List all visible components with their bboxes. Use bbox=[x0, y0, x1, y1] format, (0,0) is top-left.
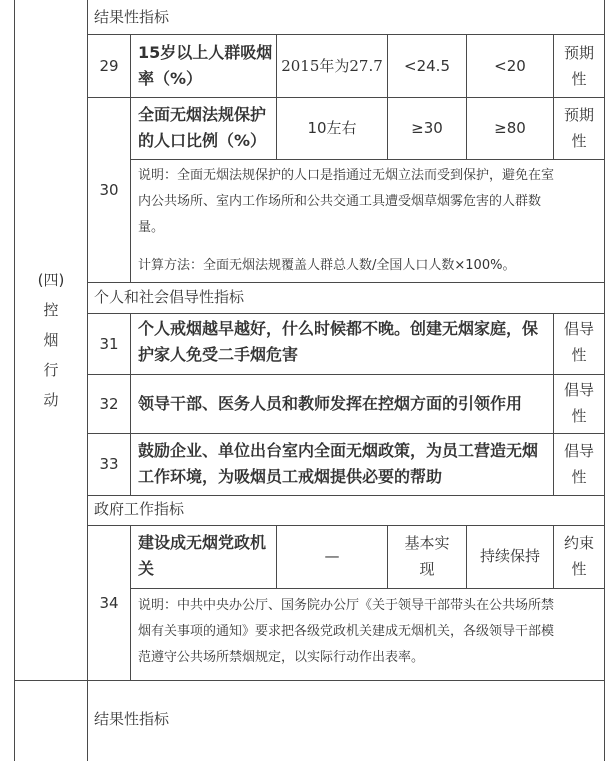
rule bbox=[87, 313, 605, 314]
target-2022-line: 现 bbox=[419, 560, 435, 578]
group-header-result-bottom: 结果性指标 bbox=[94, 710, 170, 728]
rule bbox=[87, 525, 605, 526]
indicator-type bbox=[554, 377, 604, 429]
rule bbox=[130, 525, 131, 680]
group-header-result: 结果性指标 bbox=[94, 8, 170, 26]
baseline-value: — bbox=[324, 547, 340, 565]
rule bbox=[87, 97, 605, 98]
advocacy-text bbox=[138, 438, 552, 490]
indicator-type bbox=[554, 102, 604, 154]
indicator-name-line: 关 bbox=[138, 559, 155, 578]
indicator-type bbox=[554, 316, 604, 368]
advocacy-text-line: 工作环境，为吸烟员工戒烟提供必要的帮助 bbox=[138, 467, 443, 486]
rule bbox=[14, 680, 605, 681]
note-line: 范遵守公共场所禁烟规定，以实际行动作出表率。 bbox=[138, 650, 425, 665]
note-line: 内公共场所、室内工作场所和公共交通工具遭受烟草烟雾危害的人群数 bbox=[138, 194, 542, 209]
calculation-method: 计算方法：全面无烟法规覆盖人群总人数/全国人口人数×100%。 bbox=[138, 258, 516, 273]
note-line: 量。 bbox=[138, 220, 165, 235]
row-number: 32 bbox=[99, 395, 119, 413]
indicator-type-line: 性 bbox=[571, 70, 587, 88]
indicator-type bbox=[554, 530, 604, 582]
row-number: 33 bbox=[99, 455, 119, 473]
advocacy-text bbox=[138, 391, 552, 417]
rule bbox=[87, 282, 605, 283]
baseline-value: 2015年为27.7 bbox=[281, 57, 383, 75]
indicator-type-line: 性 bbox=[571, 346, 587, 364]
target-2022-line: 基本实 bbox=[404, 534, 450, 552]
row-number: 31 bbox=[99, 335, 119, 353]
indicator-note bbox=[138, 593, 600, 671]
indicator-name-line: 建设成无烟党政机 bbox=[138, 533, 267, 552]
target-2030: <20 bbox=[494, 57, 526, 75]
indicator-type-line: 性 bbox=[571, 560, 587, 578]
target-2022 bbox=[388, 530, 466, 582]
section-label-char: 烟 bbox=[43, 331, 59, 349]
rule bbox=[130, 313, 131, 495]
rule bbox=[604, 0, 605, 761]
indicator-type-line: 约束 bbox=[563, 534, 594, 552]
advocacy-text-line: 护家人免受二手烟危害 bbox=[138, 345, 299, 364]
indicator-name-line: 全面无烟法规保护 bbox=[138, 105, 267, 124]
group-header-government: 政府工作指标 bbox=[94, 500, 185, 518]
row-number: 30 bbox=[99, 181, 119, 199]
advocacy-text-line: 个人戒烟越早越好，什么时候都不晚。创建无烟家庭，保 bbox=[138, 319, 539, 338]
indicator-type-line: 倡导 bbox=[563, 442, 594, 460]
advocacy-text-line: 鼓励企业、单位出台室内全面无烟政策，为员工营造无烟 bbox=[138, 441, 539, 460]
note-line: 说明：全面无烟法规保护的人口是指通过无烟立法而受到保护，避免在室 bbox=[138, 168, 555, 183]
group-header-advocacy: 个人和社会倡导性指标 bbox=[94, 288, 245, 306]
indicator-name bbox=[138, 40, 274, 92]
indicator-note bbox=[138, 163, 600, 241]
indicator-type bbox=[554, 438, 604, 490]
indicator-type-line: 预期 bbox=[563, 44, 594, 62]
note-line: 说明：中共中央办公厅、国务院办公厅《关于领导干部带头在公共场所禁 bbox=[138, 598, 555, 613]
section-label bbox=[15, 265, 87, 415]
section-label-char: 行 bbox=[43, 361, 59, 379]
target-2030: 持续保持 bbox=[479, 547, 540, 565]
rule bbox=[87, 374, 605, 375]
indicator-name-line: 的人口比例（%） bbox=[138, 131, 267, 150]
indicator-type-line: 倡导 bbox=[563, 320, 594, 338]
indicator-name bbox=[138, 102, 274, 154]
indicator-type-line: 预期 bbox=[563, 106, 594, 124]
note-line: 烟有关事项的通知》要求把各级党政机关建成无烟机关，各级领导干部模 bbox=[138, 624, 555, 639]
indicator-type-line: 倡导 bbox=[563, 381, 594, 399]
advocacy-text bbox=[138, 316, 552, 368]
indicator-type-line: 性 bbox=[571, 132, 587, 150]
advocacy-text-line: 领导干部、医务人员和教师发挥在控烟方面的引领作用 bbox=[138, 394, 523, 413]
baseline-value: 10左右 bbox=[307, 119, 357, 137]
indicator-name-line: 率（%） bbox=[138, 69, 203, 88]
section-label-char: (四) bbox=[37, 271, 65, 289]
rule bbox=[87, 433, 605, 434]
section-label-char: 控 bbox=[43, 301, 59, 319]
rule bbox=[87, 34, 605, 35]
rule bbox=[130, 34, 131, 282]
rule bbox=[130, 588, 605, 589]
row-number: 34 bbox=[99, 594, 119, 612]
indicator-name-line: 15岁以上人群吸烟 bbox=[138, 43, 273, 62]
row-number: 29 bbox=[99, 57, 119, 75]
rule bbox=[130, 159, 605, 160]
target-2030: ≥80 bbox=[494, 119, 526, 137]
rule bbox=[87, 0, 88, 761]
indicator-type-line: 性 bbox=[571, 407, 587, 425]
section-label-char: 动 bbox=[43, 391, 59, 409]
target-2022: <24.5 bbox=[404, 57, 450, 75]
indicator-type-line: 性 bbox=[571, 468, 587, 486]
indicator-type bbox=[554, 40, 604, 92]
target-2022: ≥30 bbox=[411, 119, 443, 137]
indicator-name bbox=[138, 530, 274, 582]
